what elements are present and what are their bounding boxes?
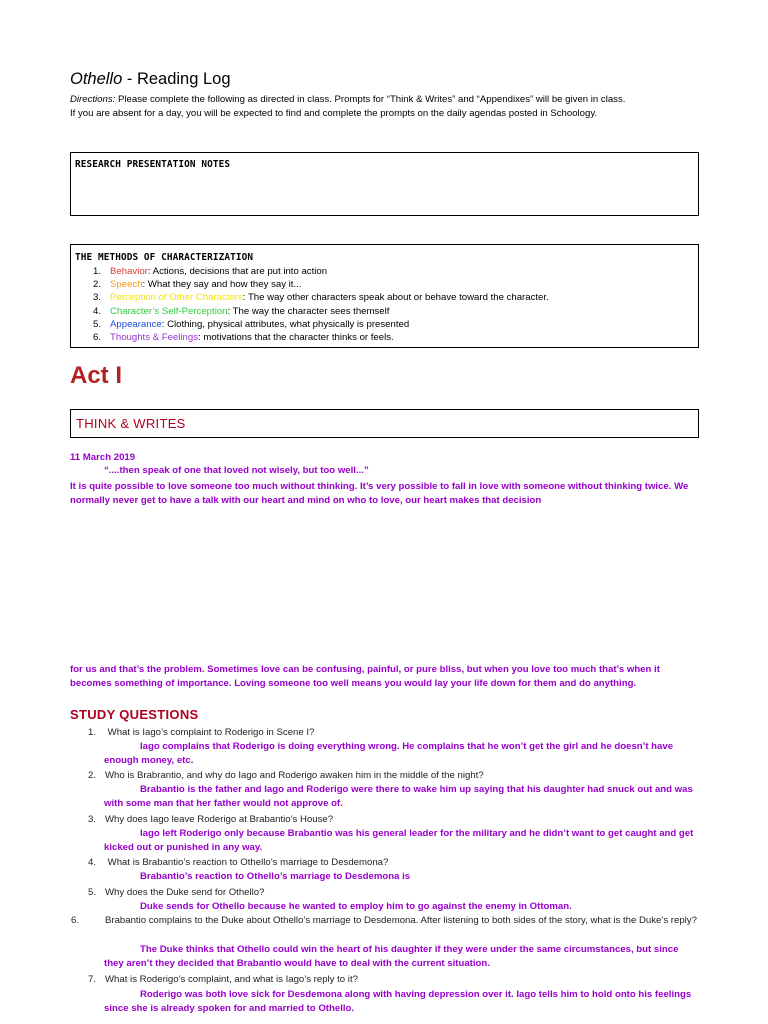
question-text: Who is Brabrantio, and why do Iago and Roderigo awaken him in the middle of the night? — [105, 770, 484, 781]
title-rest: - Reading Log — [122, 70, 231, 88]
act-heading: Act I — [70, 362, 123, 389]
method-term: Behavior — [110, 266, 148, 277]
method-description: : The way other characters speak about or behave toward the character. — [242, 292, 549, 304]
method-term: Thoughts & Feelings — [110, 332, 198, 344]
study-answer[interactable]: Duke sends for Othello because he wanted to employ him to go against the enemy in Ottoman. — [140, 901, 572, 912]
method-item — [93, 291, 549, 304]
question-number: 6. — [71, 915, 80, 926]
question-number: 5. — [88, 887, 97, 898]
method-item — [93, 318, 549, 331]
research-notes-box[interactable] — [70, 152, 699, 216]
study-answer[interactable]: Brabantio’s reaction to Othello’s marriage to Desdemona is — [140, 871, 411, 882]
method-number: 2. — [93, 279, 102, 291]
question-text: What is Brabantio’s reaction to Othello’s marriage to Desdemona? — [105, 857, 389, 868]
study-question — [88, 726, 700, 740]
method-term: Perception of Other Characters — [110, 292, 243, 304]
method-item — [93, 265, 549, 278]
think-writes-heading: THINK & WRITES — [76, 416, 186, 431]
page-title — [70, 70, 231, 89]
method-description: : motivations that the character thinks or feels. — [198, 332, 394, 344]
study-answer[interactable]: Roderigo was both love sick for Desdemona along with having depression over it. Iago tells him to hold onto his feelings since she is already spoken for and married to Othello. — [104, 989, 692, 1014]
method-item — [93, 278, 549, 291]
directions-line2: If you are absent for a day, you will be expected to find and complete the prompts on the daily agendas posted in Schoology. — [70, 108, 598, 119]
question-text: Brabantio complains to the Duke about Othello’s marriage to Desdemona. After listening to both sides of the story, what is the Duke’s reply? — [105, 915, 697, 926]
method-number: 5. — [93, 318, 102, 330]
method-number: 4. — [93, 305, 102, 317]
method-description: : What they say and how they say it... — [142, 279, 302, 291]
question-text: Why does the Duke send for Othello? — [105, 887, 265, 898]
study-question — [88, 886, 700, 900]
study-answer[interactable]: Brabantio is the father and Iago and Roderigo were there to wake him up saying that his daughter had snuck out and was with some man that her father would not approve of. — [104, 784, 693, 809]
method-description: : The way the character sees themself — [227, 305, 390, 317]
entry-date: 11 March 2019 — [70, 452, 136, 463]
question-number: 1. — [88, 727, 97, 738]
methods-box — [70, 244, 699, 348]
question-number: 7. — [88, 974, 97, 985]
research-notes-heading: RESEARCH PRESENTATION NOTES — [75, 159, 231, 170]
methods-list — [93, 265, 549, 344]
question-number: 4. — [88, 857, 97, 868]
study-answer[interactable]: Iago complains that Roderigo is doing everything wrong. He complains that he won’t get the girl and he doesn’t have enough money, etc. — [104, 741, 674, 766]
method-number: 3. — [93, 292, 102, 304]
method-item — [93, 305, 549, 318]
entry-quote: “....then speak of one that loved not wisely, but too well...” — [104, 465, 369, 476]
method-term: Character’s Self-Perception — [110, 305, 228, 317]
question-text: Why does Iago leave Roderigo at Brabantio’s House? — [105, 814, 334, 825]
study-question — [88, 973, 700, 987]
question-text: What is Roderigo’s complaint, and what is Iago’s reply to it? — [105, 974, 358, 985]
study-answer[interactable]: The Duke thinks that Othello could win the heart of his daughter if they were under the same circumstances, but since they aren’t they decided that Brabantio would have to deal with the current situation. — [104, 944, 679, 969]
method-description: : Clothing, physical attributes, what physically is presented — [161, 318, 410, 330]
study-questions-heading: STUDY QUESTIONS — [70, 707, 199, 722]
think-writes-box — [70, 409, 699, 438]
study-question — [88, 856, 700, 870]
question-text: What is Iago’s complaint to Roderigo in Scene I? — [105, 727, 315, 738]
methods-heading: THE METHODS OF CHARACTERIZATION — [75, 252, 254, 263]
method-term: Appearance — [110, 318, 162, 330]
entry-response-part2[interactable]: for us and that’s the problem. Sometimes love can be confusing, painful, or pure bliss, but when you love too much that’s when it becomes something of importance. Loving someone too well means you would lay your life down for them and do anything. — [70, 664, 660, 689]
directions — [70, 93, 710, 121]
directions-label: Directions: — [70, 94, 116, 105]
question-number: 3. — [88, 814, 97, 825]
question-number: 2. — [88, 770, 97, 781]
title-italic: Othello — [70, 70, 123, 88]
study-question — [71, 914, 717, 928]
entry-response-part1[interactable]: It is quite possible to love someone too much without thinking. It’s very possible to fall in love with someone without thinking twice. We normally never get to have a talk with our heart and mind on who to love, our heart makes that decision — [70, 481, 689, 506]
method-number: 6. — [93, 332, 102, 344]
study-question — [88, 769, 700, 783]
study-answer[interactable]: Iago left Roderigo only because Brabantio was his general leader for the military and he didn’t want to get caught and get kicked out or punished in any way. — [104, 828, 694, 853]
directions-text: Please complete the following as directed in class. Prompts for “Think & Writes” and “Appendixes” will be given in class. — [115, 94, 626, 105]
method-item — [93, 331, 549, 344]
method-term: Speech — [110, 279, 143, 291]
study-question — [88, 813, 700, 827]
method-number: 1. — [93, 266, 102, 277]
method-description: : Actions, decisions that are put into action — [147, 266, 328, 277]
